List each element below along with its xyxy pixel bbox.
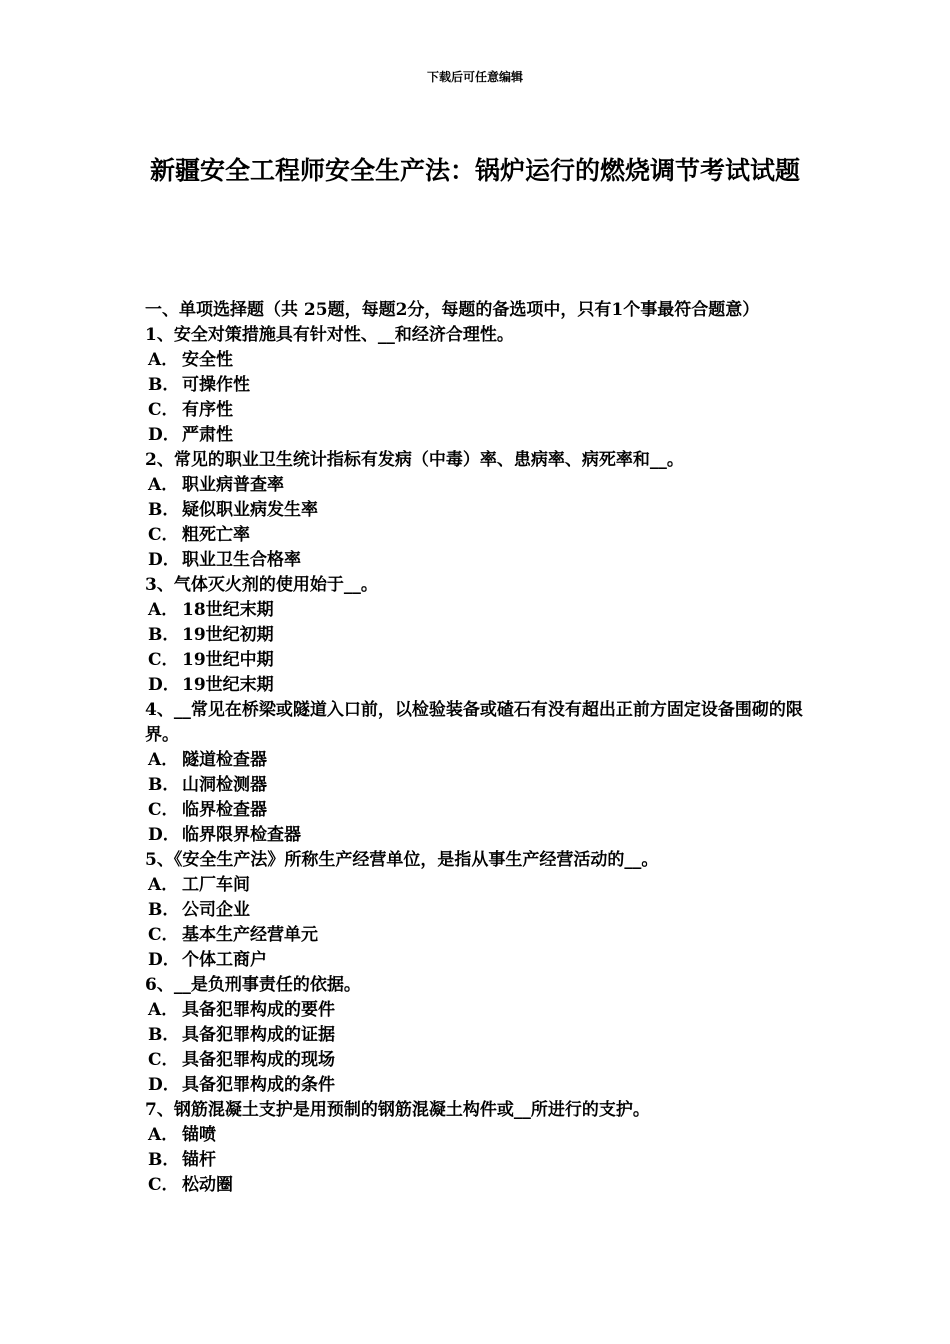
option-text: 锚喷 — [182, 1125, 216, 1145]
question-block — [145, 848, 815, 973]
option-item — [145, 923, 815, 948]
option-item — [145, 1073, 815, 1098]
option-list — [145, 473, 815, 573]
option-text: 松动圈 — [182, 1175, 233, 1195]
option-item — [145, 498, 815, 523]
option-text: 有序性 — [182, 400, 233, 420]
option-text: 具备犯罪构成的条件 — [182, 1075, 335, 1095]
question-stem: 3、气体灭火剂的使用始于__。 — [145, 575, 378, 595]
option-text: 18世纪末期 — [182, 600, 274, 620]
question-block — [145, 698, 815, 848]
option-item — [145, 348, 815, 373]
question-stem: 5、《安全生产法》所称生产经营单位，是指从事生产经营活动的__。 — [145, 850, 659, 870]
option-letter: D． — [148, 425, 180, 445]
option-letter: C． — [148, 925, 179, 945]
option-item — [145, 623, 815, 648]
option-letter: D． — [148, 675, 180, 695]
option-letter: B． — [148, 1025, 180, 1045]
option-text: 临界限界检查器 — [182, 825, 301, 845]
option-text: 隧道检查器 — [182, 750, 267, 770]
option-item — [145, 948, 815, 973]
option-list — [145, 598, 815, 698]
option-item — [145, 523, 815, 548]
option-letter: C． — [148, 525, 179, 545]
option-list — [145, 748, 815, 848]
option-item — [145, 1123, 815, 1148]
option-text: 工厂车间 — [182, 875, 250, 895]
question-stem: 2、常见的职业卫生统计指标有发病（中毒）率、患病率、病死率和__。 — [145, 450, 684, 470]
option-text: 19世纪末期 — [182, 675, 274, 695]
option-letter: A． — [148, 350, 179, 370]
question-stem: 7、钢筋混凝土支护是用预制的钢筋混凝土构件或__所进行的支护。 — [145, 1100, 650, 1120]
option-item — [145, 473, 815, 498]
option-letter: D． — [148, 950, 180, 970]
option-letter: B． — [148, 1150, 180, 1170]
option-text: 个体工商户 — [182, 950, 267, 970]
question-block — [145, 973, 815, 1098]
option-letter: D． — [148, 550, 180, 570]
option-text: 临界检查器 — [182, 800, 267, 820]
option-item — [145, 1173, 815, 1198]
header-note: 下载后可任意编辑 — [426, 70, 523, 84]
exam-content — [145, 298, 815, 1198]
option-letter: B． — [148, 625, 180, 645]
option-item — [145, 873, 815, 898]
option-letter: C． — [148, 800, 179, 820]
option-text: 疑似职业病发生率 — [182, 500, 318, 520]
option-item — [145, 748, 815, 773]
option-list — [145, 998, 815, 1098]
option-letter: A． — [148, 1125, 179, 1145]
option-text: 基本生产经营单元 — [182, 925, 318, 945]
option-item — [145, 798, 815, 823]
question-block — [145, 573, 815, 698]
document-title: 新疆安全工程师安全生产法：锅炉运行的燃烧调节考试试题 — [149, 156, 800, 185]
option-text: 19世纪初期 — [182, 625, 274, 645]
option-letter: B． — [148, 900, 180, 920]
option-text: 严肃性 — [182, 425, 233, 445]
option-letter: C． — [148, 400, 179, 420]
option-item — [145, 423, 815, 448]
option-item — [145, 648, 815, 673]
option-letter: A． — [148, 875, 179, 895]
option-item — [145, 1048, 815, 1073]
option-item — [145, 1148, 815, 1173]
option-item — [145, 598, 815, 623]
option-letter: A． — [148, 1000, 179, 1020]
option-letter: B． — [148, 775, 180, 795]
option-letter: B． — [148, 500, 180, 520]
option-item — [145, 373, 815, 398]
option-letter: D． — [148, 1075, 180, 1095]
option-item — [145, 398, 815, 423]
option-list — [145, 1123, 815, 1198]
option-text: 具备犯罪构成的证据 — [182, 1025, 335, 1045]
option-text: 职业卫生合格率 — [182, 550, 301, 570]
option-letter: D． — [148, 825, 180, 845]
option-letter: A． — [148, 475, 179, 495]
question-list — [145, 323, 815, 1198]
option-text: 可操作性 — [182, 375, 250, 395]
question-block — [145, 448, 815, 573]
option-item — [145, 548, 815, 573]
option-item — [145, 898, 815, 923]
option-list — [145, 873, 815, 973]
option-letter: A． — [148, 600, 179, 620]
option-letter: B． — [148, 375, 180, 395]
option-item — [145, 773, 815, 798]
option-letter: A． — [148, 750, 179, 770]
option-text: 锚杆 — [182, 1150, 216, 1170]
option-text: 职业病普查率 — [182, 475, 284, 495]
option-item — [145, 823, 815, 848]
question-stem: 4、__常见在桥梁或隧道入口前，以检验装备或碴石有没有超出正前方固定设备围砌的限界。 — [145, 700, 803, 745]
option-text: 具备犯罪构成的现场 — [182, 1050, 335, 1070]
section-heading: 一、单项选择题（共 25题，每题2分，每题的备选项中，只有1个事最符合题意） — [145, 300, 760, 320]
option-item — [145, 1023, 815, 1048]
option-text: 山洞检测器 — [182, 775, 267, 795]
option-letter: C． — [148, 650, 179, 670]
option-text: 公司企业 — [182, 900, 250, 920]
option-list — [145, 348, 815, 448]
question-stem: 6、__是负刑事责任的依据。 — [145, 975, 361, 995]
option-letter: C． — [148, 1175, 179, 1195]
option-item — [145, 673, 815, 698]
option-text: 粗死亡率 — [182, 525, 250, 545]
question-block — [145, 323, 815, 448]
option-text: 具备犯罪构成的要件 — [182, 1000, 335, 1020]
option-text: 安全性 — [182, 350, 233, 370]
option-item — [145, 998, 815, 1023]
option-letter: C． — [148, 1050, 179, 1070]
question-block — [145, 1098, 815, 1198]
question-stem: 1、安全对策措施具有针对性、__和经济合理性。 — [145, 325, 514, 345]
option-text: 19世纪中期 — [182, 650, 274, 670]
